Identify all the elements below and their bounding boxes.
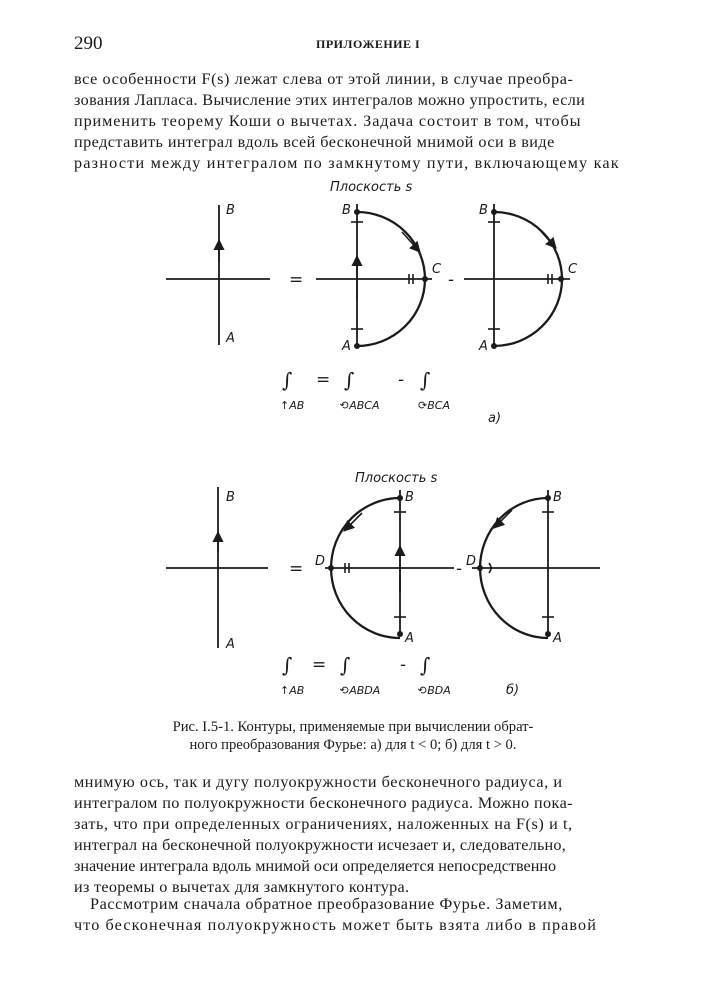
contour-a-abca (316, 203, 442, 354)
sublabel-a: а) (488, 411, 502, 426)
subscript-bca: ⟳BCA (418, 399, 450, 412)
point-a-label: A (405, 631, 414, 646)
integral-sign: ∫ (282, 368, 293, 392)
figure-a (166, 180, 578, 426)
point-b-label: B (226, 490, 235, 505)
equals-sign: = (289, 270, 304, 290)
point-a-label: A (553, 631, 562, 646)
integral-sign: ∫ (344, 368, 355, 392)
point-a-label: A (226, 637, 235, 652)
figure-b (166, 471, 600, 698)
text-line: все особенности F(s) лежат слева от этой линии, в случае преобра- (74, 70, 574, 88)
subscript-ab: ↑AB (280, 399, 305, 412)
text-line: представить интеграл вдоль всей бесконечной мнимой оси в виде (74, 133, 555, 151)
subscript-ab: ↑AB (280, 684, 305, 697)
minus-sign: - (400, 655, 407, 675)
point-b-label: B (342, 203, 351, 218)
point-a-label: A (342, 339, 351, 354)
plane-label-a: Плоскость s (330, 180, 413, 195)
integral-sign: ∫ (340, 653, 351, 677)
point-b-label: B (479, 203, 488, 218)
contour-b-ab (166, 487, 268, 652)
point-a-label: A (479, 339, 488, 354)
equals-sign: = (312, 655, 327, 675)
text-line: применить теорему Коши о вычетах. Задача состоит в том, чтобы (74, 112, 582, 130)
integral-sign: ∫ (282, 653, 293, 677)
contour-a-bca (464, 203, 578, 354)
running-title: ПРИЛОЖЕНИЕ I (316, 37, 421, 51)
integral-sign: ∫ (420, 368, 431, 392)
contour-a-ab (166, 203, 270, 346)
minus-sign: - (398, 370, 405, 390)
caption-line: Рис. I.5-1. Контуры, применяемые при вычислении обрат- (172, 719, 534, 735)
subscript-abda: ⟲ABDA (340, 684, 381, 697)
text-line: из теоремы о вычетах для замкнутого контура. (74, 878, 410, 896)
subscript-abca: ⟲ABCA (340, 399, 380, 412)
text-line: интегралом по полуокружности бесконечного радиуса. Можно пока- (74, 794, 573, 812)
point-b-label: B (226, 203, 235, 218)
text-line: интеграл на бесконечной полуокружности исчезает и, следовательно, (74, 836, 566, 854)
equals-sign: = (289, 559, 304, 579)
point-c-label: C (432, 262, 442, 277)
text-line: мнимую ось, так и дугу полуокружности бесконечного радиуса, и (74, 773, 563, 791)
point-b-label: B (405, 490, 414, 505)
integral-equation-b (280, 653, 519, 698)
text-line: Рассмотрим сначала обратное преобразование Фурье. Заметим, (90, 895, 563, 913)
text-line: значение интеграла вдоль мнимой оси определяется непосредственно (74, 857, 557, 875)
contour-b-abda (315, 490, 454, 646)
subscript-bda: ⟲BDA (418, 684, 451, 697)
integral-equation-a (280, 368, 501, 426)
caption-line: ного преобразования Фурье: а) для t < 0; б) для t > 0. (189, 737, 517, 753)
text-line: зования Лапласа. Вычисление этих интегралов можно упростить, если (74, 91, 586, 109)
contour-b-bda (466, 490, 600, 646)
minus-sign: - (448, 270, 455, 290)
integral-sign: ∫ (420, 653, 431, 677)
plane-label-b: Плоскость s (355, 471, 438, 486)
equals-sign: = (316, 370, 331, 390)
point-a-label: A (226, 331, 235, 346)
text-line: зать, что при определенных ограничениях, наложенных на F(s) и t, (74, 815, 573, 833)
page-number: 290 (74, 33, 103, 54)
sublabel-b: б) (506, 683, 520, 698)
point-d-label: D (315, 554, 326, 569)
point-b-label: B (553, 490, 562, 505)
text-line: что бесконечная полуокружность может быть взята либо в правой (74, 916, 598, 934)
point-c-label: C (568, 262, 578, 277)
text-line: разности между интегралом по замкнутому пути, включающему как (74, 154, 620, 172)
point-d-label: D (466, 554, 477, 569)
minus-sign: - (456, 559, 463, 579)
